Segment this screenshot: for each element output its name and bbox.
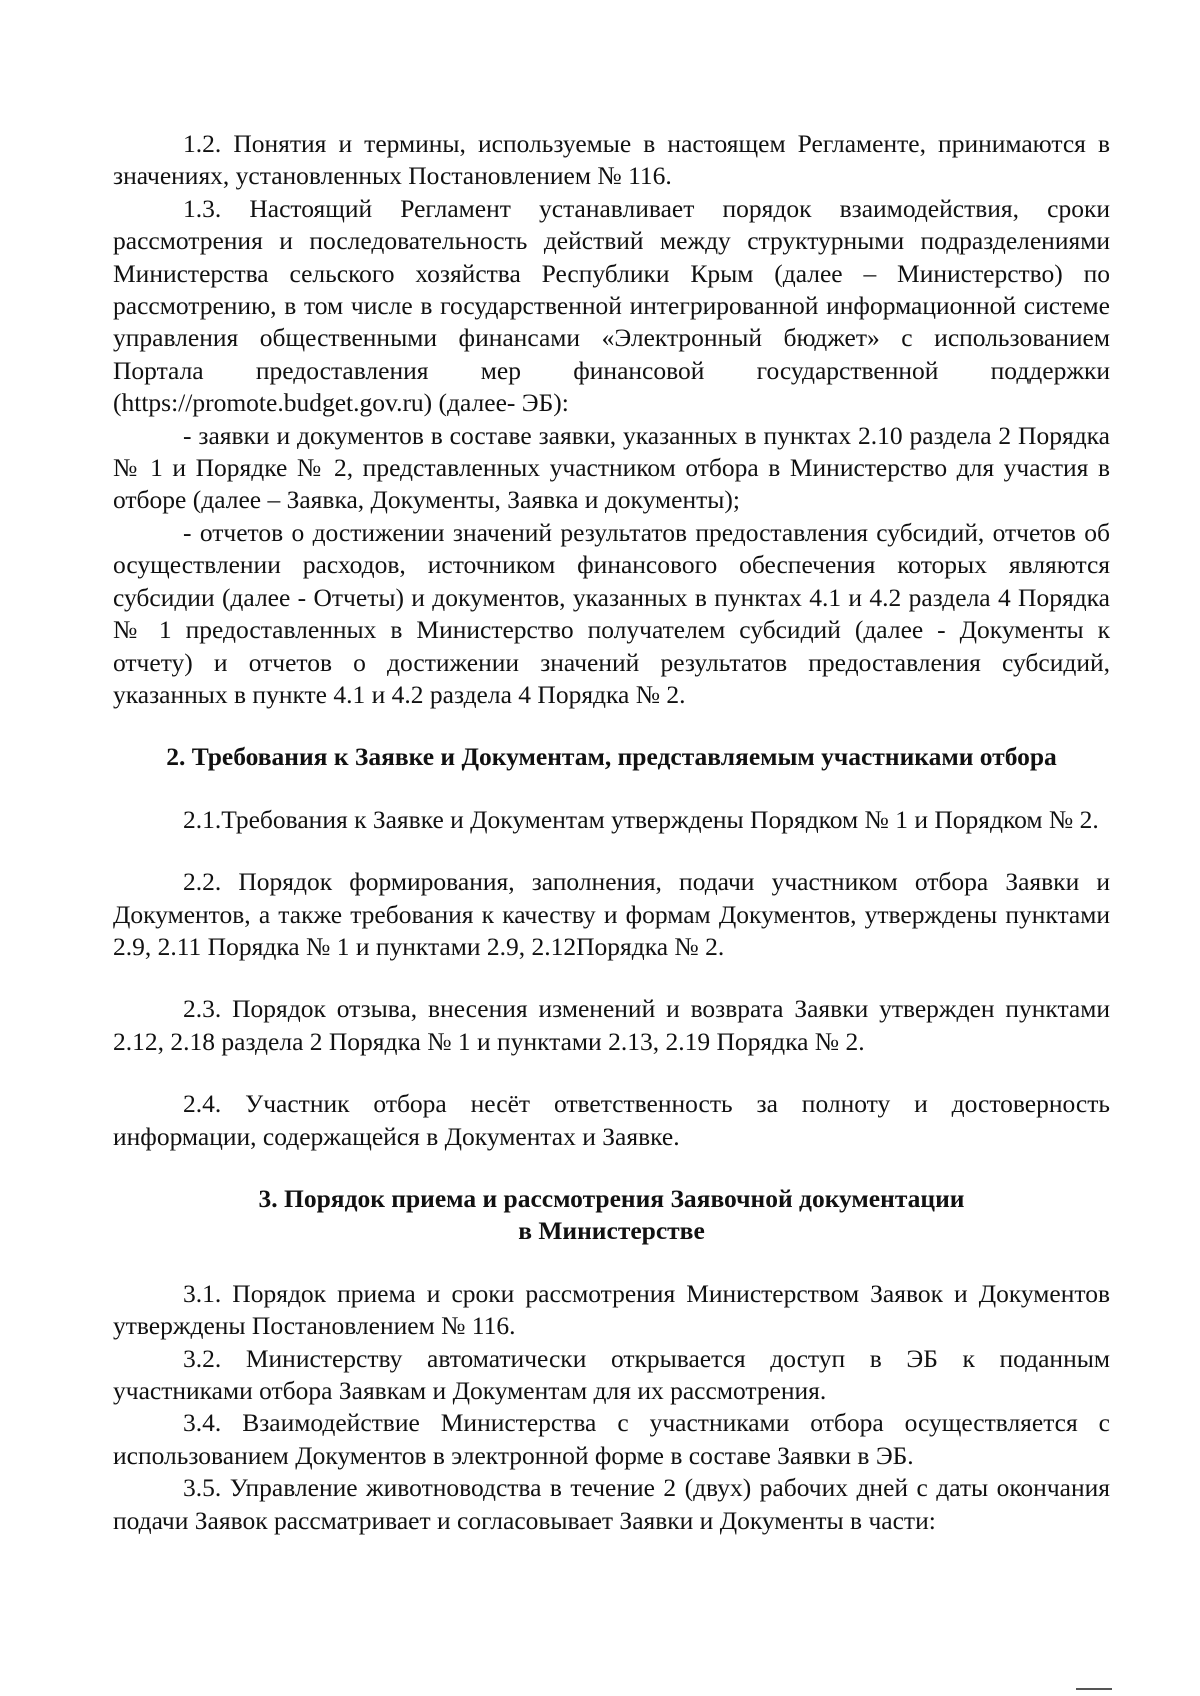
section-2-heading: 2. Требования к Заявке и Документам, представляемым участниками отбора	[166, 742, 1057, 772]
scan-mark	[1076, 1688, 1112, 1690]
list-item-applications: - заявки и документов в составе заявки, указанных в пунктах 2.10 раздела 2 Порядка № 1 и Порядке № 2, представленных участником отбора в Министерство для участия в отборе (далее – Заявка, Документы, Заявка и документы);	[113, 420, 1110, 515]
paragraph-3-1: 3.1. Порядок приема и сроки рассмотрения Министерством Заявок и Документов утверждены Постановлением № 116.	[113, 1278, 1110, 1341]
paragraph-3-5: 3.5. Управление животноводства в течение 2 (двух) рабочих дней с даты окончания подачи Заявок рассматривает и согласовывает Заявки и Документы в части:	[113, 1473, 1110, 1535]
list-item-reports: - отчетов о достижении значений результатов предоставления субсидий, отчетов об осуществлении расходов, источником финансового обеспечения которых являются субсидии (далее - Отчеты) и документов, указанных в пунктах 4.1 и 4.2 раздела 4 Порядка № 1 предоставленных в Министерство получателем субсидий (далее - Документы к отчету) и отчетов о достижении значений результатов предоставления субсидий, указанных в пункте 4.1 и 4.2 раздела 4 Порядка № 2.	[113, 517, 1110, 709]
paragraph-2-4: 2.4. Участник отбора несёт ответственность за полноту и достоверность информации, содержащейся в Документах и Заявке.	[113, 1089, 1110, 1151]
section-3-heading-line-1: 3. Порядок приема и рассмотрения Заявочной документации	[258, 1183, 965, 1213]
paragraph-3-2: 3.2. Министерству автоматически открывается доступ в ЭБ к поданным участниками отбора Заявкам и Документам для их рассмотрения.	[113, 1343, 1110, 1405]
paragraph-2-3: 2.3. Порядок отзыва, внесения изменений и возврата Заявки утвержден пунктами 2.12, 2.18 раздела 2 Порядка № 1 и пунктами 2.13, 2.19 Порядка № 2.	[113, 994, 1110, 1056]
section-3-heading-line-2: в Министерстве	[518, 1216, 705, 1246]
paragraph-1-2: 1.2. Понятия и термины, используемые в настоящем Регламенте, принимаются в значениях, установленных Постановлением № 116.	[113, 129, 1110, 191]
paragraph-3-4: 3.4. Взаимодействие Министерства с участниками отбора осуществляется с использованием Документов в электронной форме в составе Заявки в ЭБ.	[113, 1408, 1110, 1470]
document-page	[113, 128, 1110, 1537]
paragraph-1-3: 1.3. Настоящий Регламент устанавливает порядок взаимодействия, сроки рассмотрения и последовательность действий между структурными подразделениями Министерства сельского хозяйства Республики Крым (далее – Министерство) по рассмотрению, в том числе в государственной интегрированной информационной системе управления общественными финансами «Электронный бюджет» с использованием Портала предоставления мер финансовой государственной поддержки (https://promote.budget.gov.ru) (далее- ЭБ):	[113, 193, 1110, 418]
paragraph-2-2: 2.2. Порядок формирования, заполнения, подачи участником отбора Заявки и Документов, а также требования к качеству и формам Документов, утверждены пунктами 2.9, 2.11 Порядка № 1 и пунктами 2.9, 2.12Порядка № 2.	[113, 867, 1110, 961]
paragraph-2-1: 2.1.Требования к Заявке и Документам утверждены Порядком № 1 и Порядком № 2.	[183, 804, 1099, 834]
